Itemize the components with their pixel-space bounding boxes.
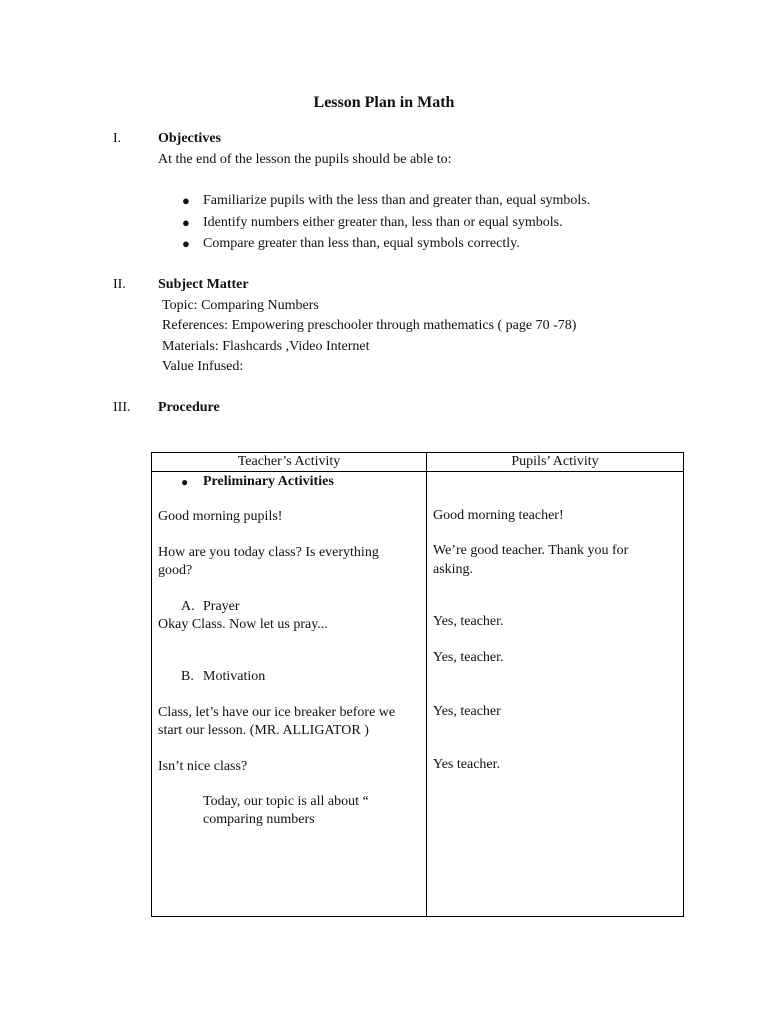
pupils-yes-reply: Yes, teacher [433, 704, 501, 719]
value-infused-line: Value Infused: [162, 359, 244, 374]
motivation-letter: B. [181, 669, 194, 684]
pupils-activity-header: Pupils’ Activity [511, 454, 599, 469]
objective-item: Identify numbers either greater than, less than or equal symbols. [203, 215, 563, 230]
pupils-yes-reply: Yes, teacher. [433, 650, 504, 665]
prayer-letter: A. [181, 599, 195, 614]
teacher-question-line: good? [158, 563, 193, 578]
section-number-objectives: I. [113, 131, 122, 146]
objectives-intro: At the end of the lesson the pupils should be able to: [158, 152, 452, 167]
page-title: Lesson Plan in Math [313, 94, 455, 111]
bullet-icon: ● [182, 236, 190, 251]
section-number-subject-matter: II. [113, 277, 126, 292]
pupils-reply-line: We’re good teacher. Thank you for [433, 543, 629, 558]
prayer-heading: Prayer [203, 599, 240, 614]
pupils-greeting: Good morning teacher! [433, 508, 564, 523]
pupils-yes-reply: Yes, teacher. [433, 614, 504, 629]
motivation-heading: Motivation [203, 669, 266, 684]
bullet-icon: ● [182, 215, 190, 230]
teacher-icebreaker-line: Class, let’s have our ice breaker before we [158, 705, 396, 720]
objective-item: Familiarize pupils with the less than and greater than, equal symbols. [203, 193, 591, 208]
teacher-icebreaker-line: start our lesson. (MR. ALLIGATOR ) [158, 723, 369, 738]
teacher-topic-line: comparing numbers [203, 812, 315, 827]
section-number-procedure: III. [113, 400, 131, 415]
bullet-icon: ● [181, 475, 189, 489]
preliminary-activities-heading: Preliminary Activities [203, 474, 334, 489]
teacher-activity-header: Teacher’s Activity [237, 454, 341, 469]
table-header-divider [152, 471, 683, 472]
subject-matter-heading: Subject Matter [158, 277, 249, 292]
teacher-nice-line: Isn’t nice class? [158, 759, 248, 774]
teacher-question-line: How are you today class? Is everything [158, 545, 379, 560]
pupils-yes-reply: Yes teacher. [433, 757, 501, 772]
materials-line: Materials: Flashcards ,Video Internet [162, 339, 370, 354]
objectives-heading: Objectives [158, 131, 221, 146]
pupils-reply-line: asking. [433, 562, 474, 577]
table-divider [426, 453, 427, 916]
teacher-pray-line: Okay Class. Now let us pray... [158, 617, 328, 632]
teacher-topic-line: Today, our topic is all about “ [203, 794, 369, 809]
teacher-greeting: Good morning pupils! [158, 509, 283, 524]
procedure-heading: Procedure [158, 400, 220, 415]
topic-line: Topic: Comparing Numbers [162, 298, 319, 313]
objective-item: Compare greater than less than, equal symbols correctly. [203, 236, 520, 251]
activity-table [151, 452, 684, 917]
references-line: References: Empowering preschooler through mathematics ( page 70 -78) [162, 318, 577, 333]
bullet-icon: ● [182, 193, 190, 208]
